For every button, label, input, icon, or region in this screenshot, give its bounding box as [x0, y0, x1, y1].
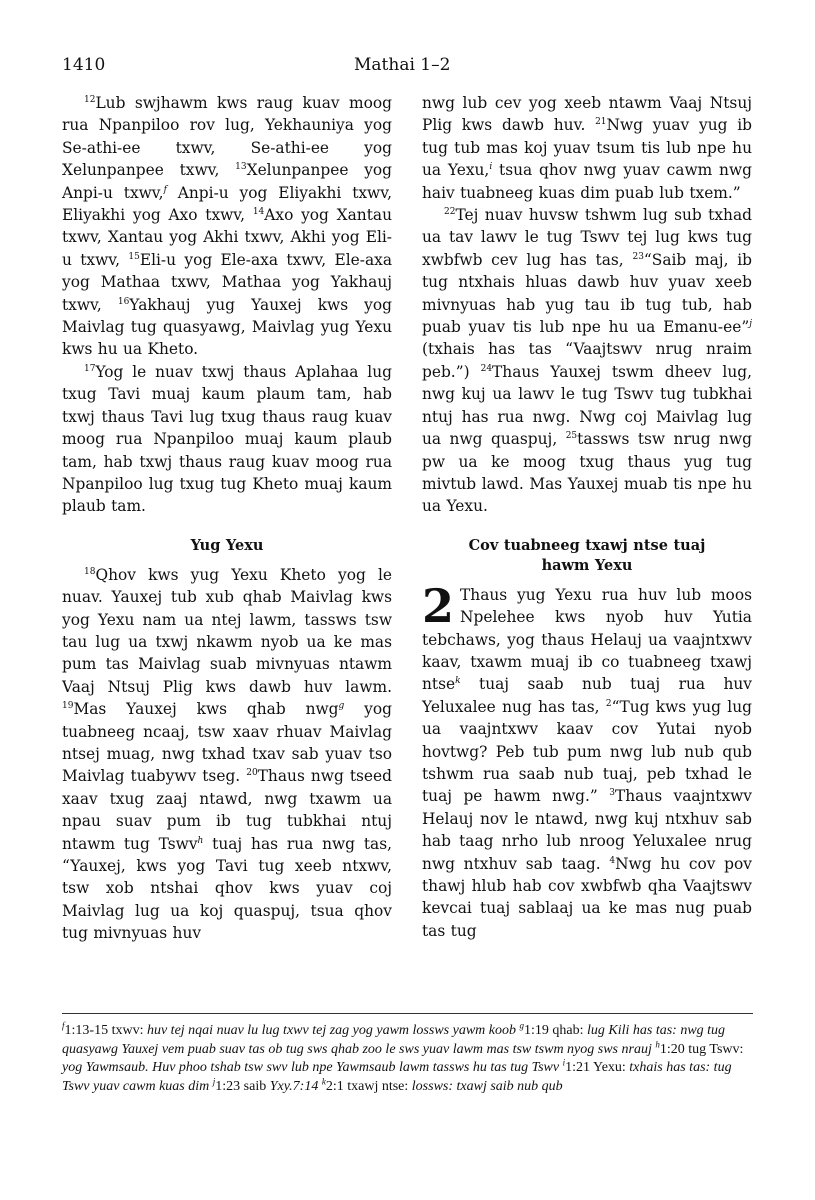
chapter-number: 2 [422, 578, 455, 633]
section-heading-line: hawm Yexu [541, 556, 633, 574]
footnote-mark[interactable]: h [197, 835, 204, 846]
footnote-divider [62, 1013, 753, 1014]
footnote-body: huv tej nqai nuav lu lug txwv tej zag yog yawm lossws yawm koob [146, 1023, 516, 1038]
footnote-body: Yxy.7:14 [269, 1078, 319, 1094]
footnote-mark[interactable]: i [489, 162, 493, 173]
verse-number: 2 [605, 698, 612, 709]
verse-number: 4 [609, 855, 616, 866]
verse-paragraph: $^{22}$Tej nuav huvsw tshwm lug sub txhad ua tav lawv le tug Tswv tej lug kws tug xwbfwb cev lug has tas, $^{23}$“Saib maj, ib tug ntxhais hluas dawb huv yuav xeeb mivnyuas hab yug tau ib tug tub, hab puab yuav tis lub npe hu ua Emanu-ee”$^j$ (txhais has tas “Vaajtswv nrug nraim peb.”) $^{24}$Thaus Yauxej tswm dheev lug, nwg kuj ua lawv le tug Tswv tug tubkhai ntuj has rua nwg. Nwg coj Maivlag lug ua nwg quaspuj, $^{25}$tassws tsw nrug nwg pw ua ke moog txug thaus yug tug mivtub lawd. Mas Yauxej muab tis npe hu ua Yexu. [422, 206, 753, 516]
footnote-ref: 1:23 saib [215, 1078, 270, 1094]
footnote-mark: f [62, 1020, 65, 1031]
footnotes [62, 1022, 752, 1096]
verse-number: 12 [84, 94, 96, 105]
chapter-paragraph [422, 578, 752, 943]
footnote [62, 1020, 516, 1038]
verse-number: 14 [252, 206, 265, 217]
chapter-text: Thaus yug Yexu rua huv lub moos Npelehee kws nyob huv Yutia tebchaws, yog thaus Helauj ua vaajntxwv kaav, txawm muaj ib co tuabneeg txawj ntse$^k$ tuaj saab nub tuaj rua huv Yeluxalee nug has tas, $^2$“Tug kws yug lug ua vaajntxwv kaav cov Yutai nyob hovtwg? Peb tub pum nwg lub nub qub tshwm rua saab nub tuaj, peb txhad le tuaj pe hawm nwg.” $^3$Thaus vaajntxwv Helauj nov le ntawd, nwg kuj ntxhuv sab hab taag nrho lub nroog Yeluxalee nrug nwg ntxhuv sab taag. $^4$Nwg hu cov pov thawj hlub hab cov xwbfwb qha Vaajtswv kevcai tuaj sablaaj ua ke mas nug puab tas tug [422, 585, 752, 940]
footnote [212, 1075, 319, 1094]
verse-number: 13 [235, 162, 247, 173]
footnote-mark: g [519, 1020, 524, 1031]
verse-number: 24 [480, 363, 493, 374]
section-heading: Yug Yexu [190, 536, 264, 554]
section-heading-line: Cov tuabneeg txawj ntse tuaj [468, 536, 706, 554]
verse-number: 22 [444, 206, 456, 217]
verse-number: 20 [246, 768, 258, 779]
verse-paragraph: $^{12}$Lub swjhawm kws raug kuav moog rua Npanpiloo rov lug, Yekhauniya yog Se-athi-ee txwv, Se-athi-ee yog Xelunpanpee txwv, $^{13}$Xelunpanpee yog Anpi-u txwv,$^f$ Anpi-u yog Eliyakhi txwv, Eliyakhi yog Axo txwv, $^{14}$Axo yog Xantau txwv, Xantau yog Akhi txwv, Akhi yog Eli-u txwv, $^{15}$Eli-u yog Ele-axa txwv, Ele-axa yog Mathaa txwv, Mathaa yog Yakhauj txwv, $^{16}$Yakhauj yug Yauxej kws yog Maivlag tug quasyawg, Maivlag yug Yexu kws hu ua Kheto. [62, 94, 393, 359]
footnote-body: txhais has tas: tug Tswv yuav cawm kuas dim [62, 1060, 732, 1094]
running-head: Mathai 1–2 [354, 55, 451, 75]
footnote-body: lossws: txawj saib nub qub [411, 1078, 563, 1094]
footnote-mark: i [562, 1057, 566, 1068]
verse-number: 17 [84, 363, 96, 374]
footnote [321, 1075, 563, 1094]
footnote-ref: 1:20 tug Tswv: [659, 1041, 744, 1057]
verse-paragraph: nwg lub cev yog xeeb ntawm Vaaj Ntsuj Plig kws dawb huv. $^{21}$Nwg yuav yug ib tug tub mas koj yuav tsum tis lub npe hu ua Yexu,$^i$ tsua qhov nwg yuav cawm nwg haiv tuabneeg kuas dim puab lub txem.” [422, 94, 752, 202]
verse-number: 25 [565, 430, 578, 441]
verse-number: 15 [128, 251, 140, 262]
verse-number: 16 [117, 296, 130, 307]
verse-number: 18 [84, 566, 96, 577]
verse-number: 19 [62, 701, 74, 712]
right-column [422, 92, 752, 992]
verse-number: 3 [609, 788, 615, 799]
footnote-body: yog Yawmsaub. Huv phoo tshab tsw swv lub npe Yawmsaub lawm tassws hu tas tug Tswv [62, 1060, 560, 1075]
footnote-ref: 2:1 txawj ntse: [325, 1078, 412, 1094]
verse-paragraph: $^{18}$Qhov kws yug Yexu Kheto yog le nuav. Yauxej tub xub qhab Maivlag kws yog Yexu nam ua ntej lawm, tassws tsw tau lug ua txwj nkawm nyob ua ke mas pum tas Maivlag suab mivnyuas ntawm Vaaj Ntsuj Plig kws dawb huv lawm. $^{19}$Mas Yauxej kws qhab nwg$^g$ yog tuabneeg ncaaj, tsw xaav rhuav Maivlag ntsej muag, nwg txhad txav sab yuav tso Maivlag tuabywv tseg. $^{20}$Thaus nwg tseed xaav txug zaaj ntawd, nwg txawm ua npau suav pum ib tug tubkhai ntuj ntawm tug Tswv$^h$ tuaj has rua nwg tas, “Yauxej, kws yog Tavi tug xeeb ntxwv, tsw xob ntshai qhov kws yuav coj Maivlag lug ua koj quaspuj, tsua qhov tug mivnyuas huv [62, 565, 393, 943]
page-header [62, 55, 753, 81]
footnote-mark[interactable]: j [749, 318, 752, 329]
page-number: 1410 [62, 55, 106, 75]
verse-number: 23 [632, 251, 644, 262]
footnote-mark: h [655, 1038, 660, 1049]
footnote-mark[interactable]: g [338, 701, 345, 712]
footnote-ref: 1:21 Yexu: [565, 1060, 630, 1075]
verse-paragraph: $^{17}$Yog le nuav txwj thaus Aplahaa lug txug Tavi muaj kaum plaum tam, hab txwj thaus Tavi lug txug thaus raug kuav moog rua Npanpiloo muaj kaum plaub tam, hab txwj thaus raug kuav moog rua Npanpiloo lug txug tug Kheto muaj kaum plaub tam. [62, 362, 392, 516]
section-heading [422, 536, 752, 576]
footnote-mark[interactable]: k [455, 676, 461, 687]
footnote-mark: k [321, 1075, 326, 1086]
footnote-body: lug Kili has tas: nwg tug quasyawg Yauxej vem puab suav tas ob tug sws qhab zoo le sws yuav lawm mas tsw tswm nyog sws nrauj [62, 1023, 726, 1057]
footnote-mark: j [212, 1075, 216, 1086]
footnote-ref: 1:19 qhab: [523, 1023, 587, 1038]
footnote-ref: 1:13-15 txwv: [64, 1023, 147, 1038]
footnote-mark[interactable]: f [163, 184, 167, 195]
left-column [62, 92, 392, 992]
verse-number: 21 [595, 117, 607, 128]
